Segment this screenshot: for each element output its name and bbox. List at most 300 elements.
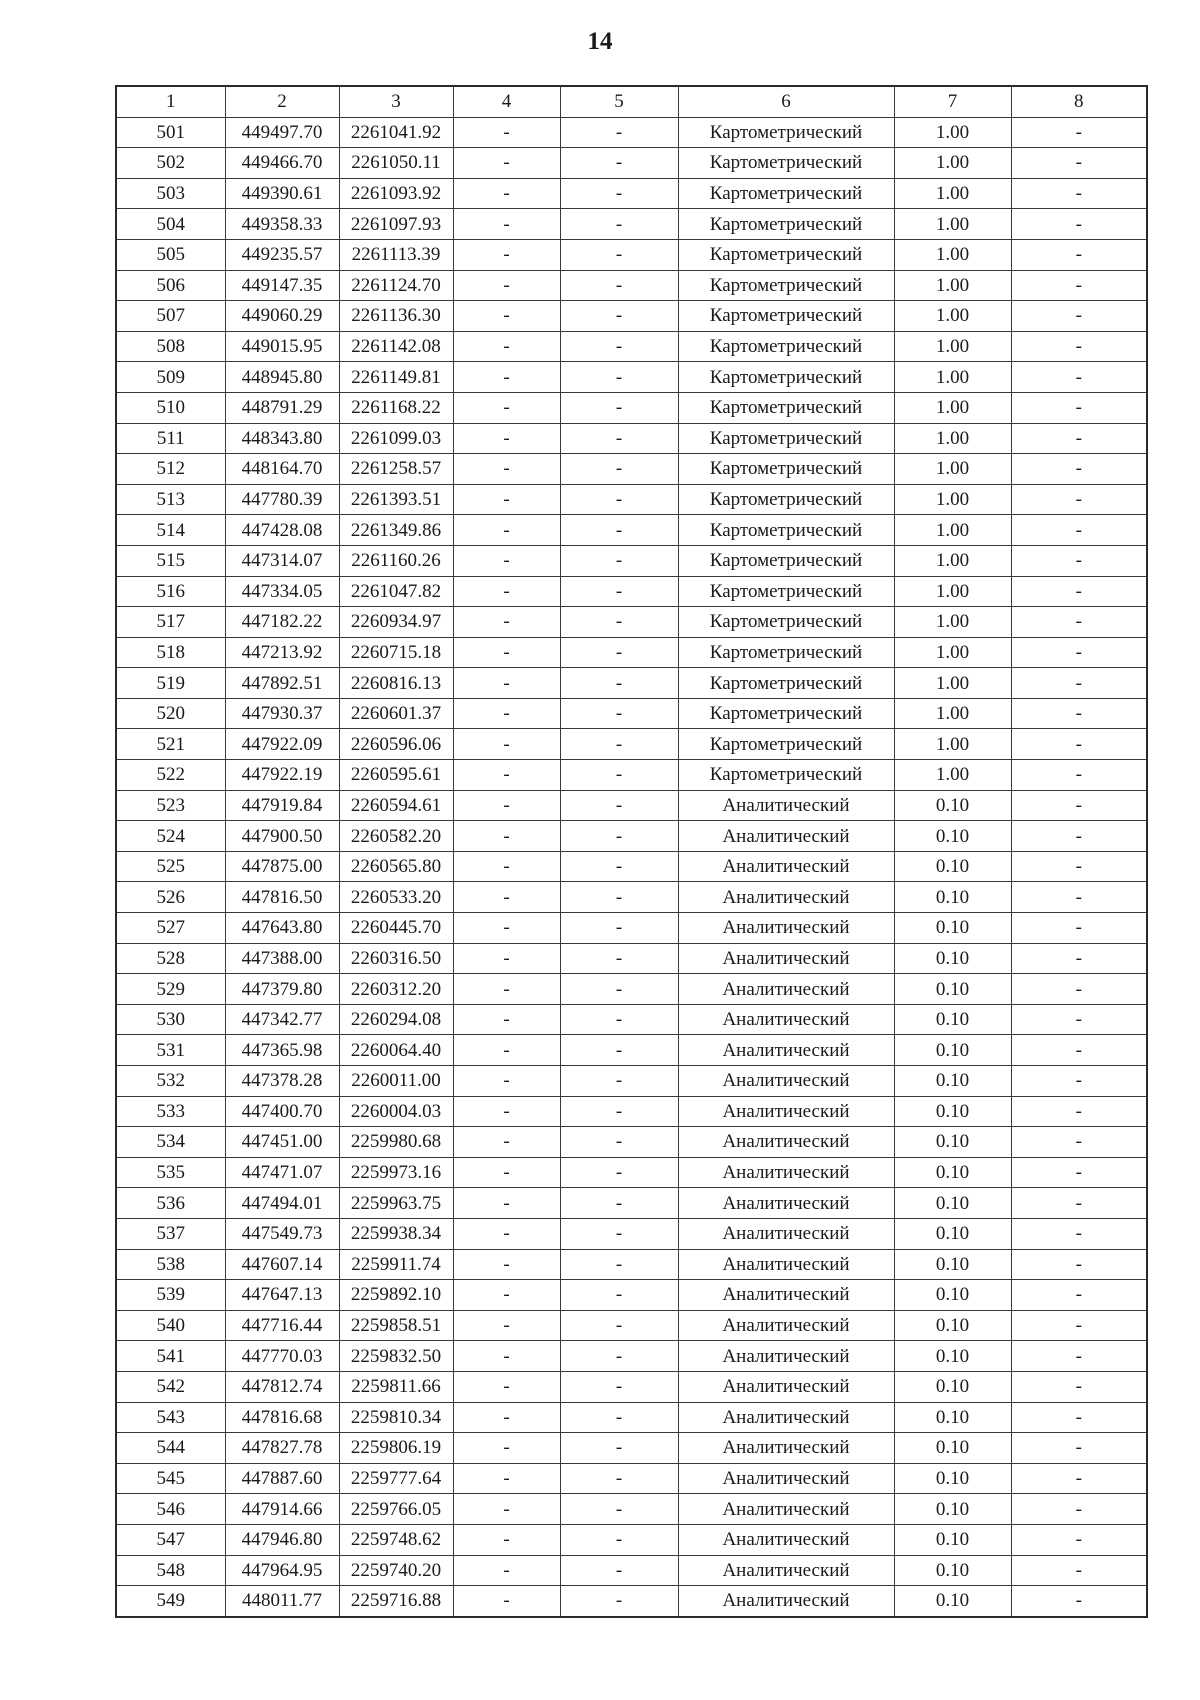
col8-cell: - — [1011, 1035, 1147, 1066]
accuracy-cell: 0.10 — [894, 1310, 1011, 1341]
x-coordinate-cell: 448164.70 — [225, 454, 339, 485]
col4-cell: - — [453, 1066, 560, 1097]
y-coordinate-cell: 2260595.61 — [339, 760, 453, 791]
point-number-cell: 529 — [116, 974, 225, 1005]
x-coordinate-cell: 447451.00 — [225, 1127, 339, 1158]
method-cell: Картометрический — [678, 362, 894, 393]
point-number-cell: 540 — [116, 1310, 225, 1341]
col8-cell: - — [1011, 515, 1147, 546]
col8-cell: - — [1011, 607, 1147, 638]
col8-cell: - — [1011, 484, 1147, 515]
col8-cell: - — [1011, 1463, 1147, 1494]
x-coordinate-cell: 447388.00 — [225, 943, 339, 974]
col5-cell: - — [560, 209, 678, 240]
method-cell: Картометрический — [678, 515, 894, 546]
method-cell: Аналитический — [678, 1066, 894, 1097]
col5-cell: - — [560, 1035, 678, 1066]
y-coordinate-cell: 2259980.68 — [339, 1127, 453, 1158]
col8-cell: - — [1011, 1096, 1147, 1127]
y-coordinate-cell: 2261124.70 — [339, 270, 453, 301]
point-number-cell: 545 — [116, 1463, 225, 1494]
col5-cell: - — [560, 1402, 678, 1433]
accuracy-cell: 1.00 — [894, 331, 1011, 362]
col4-cell: - — [453, 301, 560, 332]
col4-cell: - — [453, 1280, 560, 1311]
x-coordinate-cell: 449497.70 — [225, 117, 339, 148]
method-cell: Картометрический — [678, 392, 894, 423]
point-number-cell: 519 — [116, 668, 225, 699]
col5-cell: - — [560, 1494, 678, 1525]
accuracy-cell: 0.10 — [894, 1402, 1011, 1433]
col5-cell: - — [560, 1096, 678, 1127]
y-coordinate-cell: 2261093.92 — [339, 178, 453, 209]
point-number-cell: 531 — [116, 1035, 225, 1066]
x-coordinate-cell: 447365.98 — [225, 1035, 339, 1066]
col8-cell: - — [1011, 637, 1147, 668]
point-number-cell: 515 — [116, 545, 225, 576]
x-coordinate-cell: 447643.80 — [225, 913, 339, 944]
table-row — [116, 943, 1147, 974]
col5-cell: - — [560, 729, 678, 760]
y-coordinate-cell: 2261168.22 — [339, 392, 453, 423]
accuracy-cell: 0.10 — [894, 821, 1011, 852]
table-row — [116, 760, 1147, 791]
y-coordinate-cell: 2261149.81 — [339, 362, 453, 393]
col5-cell: - — [560, 1341, 678, 1372]
x-coordinate-cell: 447342.77 — [225, 1004, 339, 1035]
col5-cell: - — [560, 1249, 678, 1280]
y-coordinate-cell: 2260533.20 — [339, 882, 453, 913]
col4-cell: - — [453, 821, 560, 852]
table-row — [116, 1402, 1147, 1433]
col8-cell: - — [1011, 729, 1147, 760]
col8-cell: - — [1011, 913, 1147, 944]
col5-cell: - — [560, 760, 678, 791]
col4-cell: - — [453, 1310, 560, 1341]
col4-cell: - — [453, 882, 560, 913]
point-number-cell: 547 — [116, 1524, 225, 1555]
table-row — [116, 362, 1147, 393]
col5-cell: - — [560, 974, 678, 1005]
column-header: 8 — [1011, 86, 1147, 117]
x-coordinate-cell: 447930.37 — [225, 698, 339, 729]
point-number-cell: 520 — [116, 698, 225, 729]
table-row — [116, 454, 1147, 485]
col8-cell: - — [1011, 1218, 1147, 1249]
x-coordinate-cell: 447816.50 — [225, 882, 339, 913]
col4-cell: - — [453, 454, 560, 485]
y-coordinate-cell: 2261113.39 — [339, 239, 453, 270]
y-coordinate-cell: 2259810.34 — [339, 1402, 453, 1433]
col4-cell: - — [453, 1402, 560, 1433]
accuracy-cell: 1.00 — [894, 454, 1011, 485]
col4-cell: - — [453, 362, 560, 393]
y-coordinate-cell: 2260064.40 — [339, 1035, 453, 1066]
x-coordinate-cell: 447780.39 — [225, 484, 339, 515]
accuracy-cell: 1.00 — [894, 270, 1011, 301]
method-cell: Аналитический — [678, 1524, 894, 1555]
x-coordinate-cell: 447900.50 — [225, 821, 339, 852]
table-row — [116, 1035, 1147, 1066]
col8-cell: - — [1011, 270, 1147, 301]
x-coordinate-cell: 447892.51 — [225, 668, 339, 699]
col5-cell: - — [560, 1066, 678, 1097]
point-number-cell: 514 — [116, 515, 225, 546]
x-coordinate-cell: 447716.44 — [225, 1310, 339, 1341]
table-row — [116, 117, 1147, 148]
col5-cell: - — [560, 1218, 678, 1249]
x-coordinate-cell: 447875.00 — [225, 851, 339, 882]
method-cell: Картометрический — [678, 331, 894, 362]
x-coordinate-cell: 448945.80 — [225, 362, 339, 393]
table-row — [116, 1127, 1147, 1158]
table-row — [116, 1310, 1147, 1341]
table-row — [116, 698, 1147, 729]
point-number-cell: 525 — [116, 851, 225, 882]
accuracy-cell: 0.10 — [894, 1096, 1011, 1127]
col8-cell: - — [1011, 576, 1147, 607]
table-row — [116, 1586, 1147, 1617]
col4-cell: - — [453, 239, 560, 270]
column-header: 6 — [678, 86, 894, 117]
col8-cell: - — [1011, 1310, 1147, 1341]
method-cell: Аналитический — [678, 1310, 894, 1341]
method-cell: Аналитический — [678, 851, 894, 882]
point-number-cell: 523 — [116, 790, 225, 821]
x-coordinate-cell: 449147.35 — [225, 270, 339, 301]
x-coordinate-cell: 447334.05 — [225, 576, 339, 607]
x-coordinate-cell: 449060.29 — [225, 301, 339, 332]
point-number-cell: 508 — [116, 331, 225, 362]
point-number-cell: 503 — [116, 178, 225, 209]
y-coordinate-cell: 2259938.34 — [339, 1218, 453, 1249]
point-number-cell: 534 — [116, 1127, 225, 1158]
accuracy-cell: 1.00 — [894, 484, 1011, 515]
col8-cell: - — [1011, 1066, 1147, 1097]
col4-cell: - — [453, 1096, 560, 1127]
y-coordinate-cell: 2259858.51 — [339, 1310, 453, 1341]
point-number-cell: 524 — [116, 821, 225, 852]
point-number-cell: 526 — [116, 882, 225, 913]
point-number-cell: 541 — [116, 1341, 225, 1372]
point-number-cell: 535 — [116, 1157, 225, 1188]
col5-cell: - — [560, 117, 678, 148]
point-number-cell: 536 — [116, 1188, 225, 1219]
x-coordinate-cell: 447816.68 — [225, 1402, 339, 1433]
accuracy-cell: 1.00 — [894, 545, 1011, 576]
col4-cell: - — [453, 1249, 560, 1280]
col5-cell: - — [560, 913, 678, 944]
point-number-cell: 516 — [116, 576, 225, 607]
column-header: 4 — [453, 86, 560, 117]
method-cell: Картометрический — [678, 760, 894, 791]
x-coordinate-cell: 447378.28 — [225, 1066, 339, 1097]
method-cell: Картометрический — [678, 178, 894, 209]
table-row — [116, 515, 1147, 546]
col8-cell: - — [1011, 1004, 1147, 1035]
x-coordinate-cell: 447213.92 — [225, 637, 339, 668]
col4-cell: - — [453, 790, 560, 821]
y-coordinate-cell: 2261047.82 — [339, 576, 453, 607]
col5-cell: - — [560, 1433, 678, 1464]
table-row — [116, 821, 1147, 852]
col4-cell: - — [453, 1035, 560, 1066]
table-row — [116, 637, 1147, 668]
point-number-cell: 533 — [116, 1096, 225, 1127]
x-coordinate-cell: 448011.77 — [225, 1586, 339, 1617]
col8-cell: - — [1011, 362, 1147, 393]
accuracy-cell: 0.10 — [894, 974, 1011, 1005]
accuracy-cell: 0.10 — [894, 1433, 1011, 1464]
method-cell: Картометрический — [678, 209, 894, 240]
col4-cell: - — [453, 1433, 560, 1464]
accuracy-cell: 1.00 — [894, 392, 1011, 423]
y-coordinate-cell: 2261393.51 — [339, 484, 453, 515]
accuracy-cell: 0.10 — [894, 1524, 1011, 1555]
col8-cell: - — [1011, 331, 1147, 362]
col8-cell: - — [1011, 882, 1147, 913]
method-cell: Аналитический — [678, 821, 894, 852]
table-row — [116, 1004, 1147, 1035]
y-coordinate-cell: 2259716.88 — [339, 1586, 453, 1617]
col8-cell: - — [1011, 1249, 1147, 1280]
point-number-cell: 522 — [116, 760, 225, 791]
col4-cell: - — [453, 1524, 560, 1555]
method-cell: Картометрический — [678, 729, 894, 760]
accuracy-cell: 1.00 — [894, 148, 1011, 179]
col4-cell: - — [453, 607, 560, 638]
accuracy-cell: 1.00 — [894, 576, 1011, 607]
col8-cell: - — [1011, 1586, 1147, 1617]
y-coordinate-cell: 2259892.10 — [339, 1280, 453, 1311]
col5-cell: - — [560, 637, 678, 668]
method-cell: Аналитический — [678, 1096, 894, 1127]
method-cell: Аналитический — [678, 882, 894, 913]
col8-cell: - — [1011, 1371, 1147, 1402]
col5-cell: - — [560, 1555, 678, 1586]
y-coordinate-cell: 2261258.57 — [339, 454, 453, 485]
col4-cell: - — [453, 178, 560, 209]
y-coordinate-cell: 2259973.16 — [339, 1157, 453, 1188]
y-coordinate-cell: 2259777.64 — [339, 1463, 453, 1494]
table-row — [116, 148, 1147, 179]
method-cell: Картометрический — [678, 423, 894, 454]
table-row — [116, 1341, 1147, 1372]
method-cell: Аналитический — [678, 1463, 894, 1494]
point-number-cell: 539 — [116, 1280, 225, 1311]
col5-cell: - — [560, 1586, 678, 1617]
method-cell: Картометрический — [678, 270, 894, 301]
col8-cell: - — [1011, 851, 1147, 882]
table-row — [116, 484, 1147, 515]
y-coordinate-cell: 2261099.03 — [339, 423, 453, 454]
col4-cell: - — [453, 270, 560, 301]
accuracy-cell: 1.00 — [894, 239, 1011, 270]
col4-cell: - — [453, 668, 560, 699]
accuracy-cell: 0.10 — [894, 1004, 1011, 1035]
col5-cell: - — [560, 1188, 678, 1219]
y-coordinate-cell: 2261142.08 — [339, 331, 453, 362]
col5-cell: - — [560, 668, 678, 699]
method-cell: Картометрический — [678, 576, 894, 607]
method-cell: Аналитический — [678, 1157, 894, 1188]
col5-cell: - — [560, 790, 678, 821]
accuracy-cell: 1.00 — [894, 698, 1011, 729]
method-cell: Аналитический — [678, 913, 894, 944]
accuracy-cell: 1.00 — [894, 515, 1011, 546]
method-cell: Аналитический — [678, 1586, 894, 1617]
accuracy-cell: 1.00 — [894, 117, 1011, 148]
accuracy-cell: 0.10 — [894, 943, 1011, 974]
x-coordinate-cell: 447812.74 — [225, 1371, 339, 1402]
y-coordinate-cell: 2260316.50 — [339, 943, 453, 974]
x-coordinate-cell: 447922.09 — [225, 729, 339, 760]
table-row — [116, 1433, 1147, 1464]
column-header: 3 — [339, 86, 453, 117]
col8-cell: - — [1011, 1188, 1147, 1219]
accuracy-cell: 1.00 — [894, 301, 1011, 332]
table-row — [116, 1280, 1147, 1311]
table-row — [116, 178, 1147, 209]
table-row — [116, 974, 1147, 1005]
col8-cell: - — [1011, 790, 1147, 821]
col4-cell: - — [453, 331, 560, 362]
table-row — [116, 239, 1147, 270]
y-coordinate-cell: 2259748.62 — [339, 1524, 453, 1555]
col5-cell: - — [560, 1280, 678, 1311]
col8-cell: - — [1011, 178, 1147, 209]
point-number-cell: 530 — [116, 1004, 225, 1035]
method-cell: Аналитический — [678, 974, 894, 1005]
col8-cell: - — [1011, 454, 1147, 485]
method-cell: Картометрический — [678, 117, 894, 148]
accuracy-cell: 0.10 — [894, 1280, 1011, 1311]
point-number-cell: 509 — [116, 362, 225, 393]
accuracy-cell: 1.00 — [894, 760, 1011, 791]
col8-cell: - — [1011, 760, 1147, 791]
table-row — [116, 1371, 1147, 1402]
method-cell: Картометрический — [678, 148, 894, 179]
x-coordinate-cell: 449358.33 — [225, 209, 339, 240]
col4-cell: - — [453, 637, 560, 668]
point-number-cell: 504 — [116, 209, 225, 240]
col4-cell: - — [453, 1494, 560, 1525]
col4-cell: - — [453, 209, 560, 240]
point-number-cell: 511 — [116, 423, 225, 454]
x-coordinate-cell: 448791.29 — [225, 392, 339, 423]
col8-cell: - — [1011, 1341, 1147, 1372]
col5-cell: - — [560, 576, 678, 607]
table-row — [116, 882, 1147, 913]
col4-cell: - — [453, 1127, 560, 1158]
col5-cell: - — [560, 1127, 678, 1158]
accuracy-cell: 0.10 — [894, 1157, 1011, 1188]
x-coordinate-cell: 447471.07 — [225, 1157, 339, 1188]
method-cell: Аналитический — [678, 1433, 894, 1464]
accuracy-cell: 0.10 — [894, 790, 1011, 821]
x-coordinate-cell: 449390.61 — [225, 178, 339, 209]
col4-cell: - — [453, 1157, 560, 1188]
x-coordinate-cell: 447494.01 — [225, 1188, 339, 1219]
table-row — [116, 1066, 1147, 1097]
x-coordinate-cell: 447770.03 — [225, 1341, 339, 1372]
col5-cell: - — [560, 1371, 678, 1402]
point-number-cell: 543 — [116, 1402, 225, 1433]
point-number-cell: 532 — [116, 1066, 225, 1097]
col5-cell: - — [560, 943, 678, 974]
x-coordinate-cell: 447549.73 — [225, 1218, 339, 1249]
method-cell: Аналитический — [678, 1188, 894, 1219]
col8-cell: - — [1011, 1280, 1147, 1311]
column-header: 1 — [116, 86, 225, 117]
col8-cell: - — [1011, 301, 1147, 332]
y-coordinate-cell: 2260601.37 — [339, 698, 453, 729]
point-number-cell: 512 — [116, 454, 225, 485]
x-coordinate-cell: 447379.80 — [225, 974, 339, 1005]
y-coordinate-cell: 2260294.08 — [339, 1004, 453, 1035]
point-number-cell: 507 — [116, 301, 225, 332]
col4-cell: - — [453, 974, 560, 1005]
col5-cell: - — [560, 821, 678, 852]
y-coordinate-cell: 2260816.13 — [339, 668, 453, 699]
y-coordinate-cell: 2260312.20 — [339, 974, 453, 1005]
accuracy-cell: 0.10 — [894, 851, 1011, 882]
method-cell: Аналитический — [678, 790, 894, 821]
x-coordinate-cell: 447647.13 — [225, 1280, 339, 1311]
accuracy-cell: 0.10 — [894, 1586, 1011, 1617]
table-row — [116, 1157, 1147, 1188]
col8-cell: - — [1011, 821, 1147, 852]
y-coordinate-cell: 2260011.00 — [339, 1066, 453, 1097]
y-coordinate-cell: 2261050.11 — [339, 148, 453, 179]
col8-cell: - — [1011, 974, 1147, 1005]
col4-cell: - — [453, 1341, 560, 1372]
table-row — [116, 1524, 1147, 1555]
method-cell: Аналитический — [678, 1371, 894, 1402]
table-row — [116, 913, 1147, 944]
x-coordinate-cell: 449015.95 — [225, 331, 339, 362]
accuracy-cell: 1.00 — [894, 178, 1011, 209]
accuracy-cell: 0.10 — [894, 1035, 1011, 1066]
col4-cell: - — [453, 1555, 560, 1586]
x-coordinate-cell: 447922.19 — [225, 760, 339, 791]
accuracy-cell: 0.10 — [894, 1341, 1011, 1372]
col8-cell: - — [1011, 698, 1147, 729]
method-cell: Аналитический — [678, 1127, 894, 1158]
x-coordinate-cell: 449235.57 — [225, 239, 339, 270]
table-row — [116, 729, 1147, 760]
col4-cell: - — [453, 545, 560, 576]
column-header: 5 — [560, 86, 678, 117]
col4-cell: - — [453, 851, 560, 882]
col5-cell: - — [560, 270, 678, 301]
page-number: 14 — [587, 28, 613, 55]
col4-cell: - — [453, 117, 560, 148]
point-number-cell: 510 — [116, 392, 225, 423]
y-coordinate-cell: 2259766.05 — [339, 1494, 453, 1525]
point-number-cell: 517 — [116, 607, 225, 638]
accuracy-cell: 0.10 — [894, 1494, 1011, 1525]
point-number-cell: 505 — [116, 239, 225, 270]
method-cell: Аналитический — [678, 1218, 894, 1249]
method-cell: Аналитический — [678, 1004, 894, 1035]
point-number-cell: 538 — [116, 1249, 225, 1280]
table-row — [116, 1494, 1147, 1525]
point-number-cell: 513 — [116, 484, 225, 515]
table-row — [116, 423, 1147, 454]
col8-cell: - — [1011, 392, 1147, 423]
col4-cell: - — [453, 1188, 560, 1219]
